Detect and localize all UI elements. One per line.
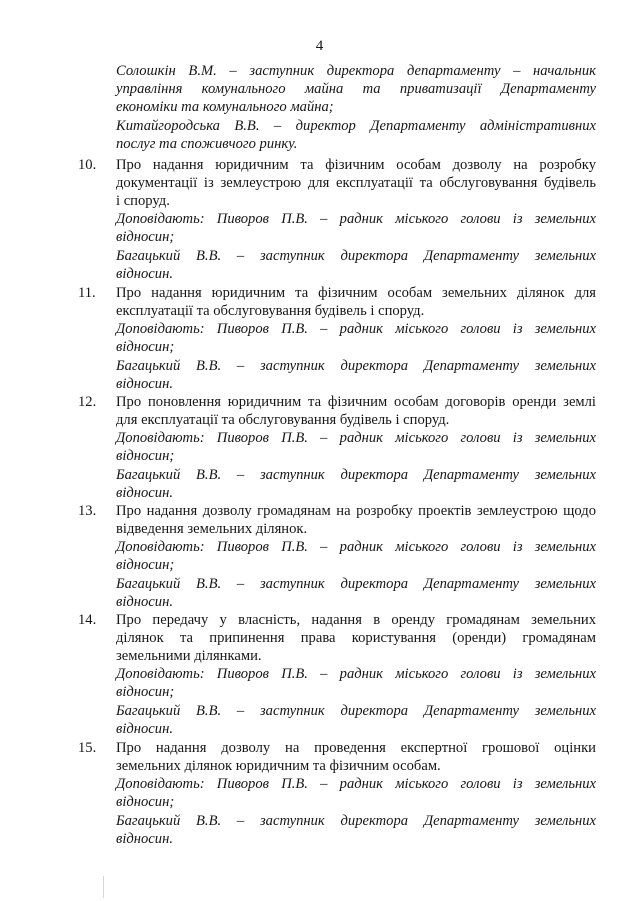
speaker-line: Доповідають: Пиворов П.В. – радник міського голови із земельних	[116, 666, 596, 682]
item-title-line: Про надання дозволу громадянам на розробку проектів землеустрою щодо	[116, 503, 596, 519]
item-title-line: і споруд.	[116, 193, 170, 209]
speaker-line: відносин.	[116, 485, 173, 501]
item-title-line: Про передачу у власність, надання в оренду громадянам земельних	[116, 612, 596, 628]
item-number: 12.	[78, 394, 97, 410]
item-number: 11.	[78, 285, 96, 301]
speaker-line: відносин;	[116, 229, 175, 245]
item-number: 15.	[78, 740, 97, 756]
speaker-line: Доповідають: Пиворов П.В. – радник міського голови із земельних	[116, 430, 596, 446]
speaker-line: відносин;	[116, 557, 175, 573]
scan-artifact	[103, 876, 104, 898]
speaker-line: відносин.	[116, 721, 173, 737]
speaker-line: Доповідають: Пиворов П.В. – радник міського голови із земельних	[116, 321, 596, 337]
item-title-line: Про надання дозволу на проведення експертної грошової оцінки	[116, 740, 596, 756]
speaker-line: Багацький В.В. – заступник директора Департаменту земельних	[116, 576, 596, 592]
speaker-line: відносин;	[116, 794, 175, 810]
speaker-line: Доповідають: Пиворов П.В. – радник міського голови із земельних	[116, 776, 596, 792]
speaker-line: відносин.	[116, 266, 173, 282]
intro-line: Китайгородська В.В. – директор Департаменту адміністративних	[116, 118, 596, 134]
speaker-line: Багацький В.В. – заступник директора Департаменту земельних	[116, 248, 596, 264]
item-title-line: експлуатації та обслуговування будівель і споруд.	[116, 303, 425, 319]
intro-line: Солошкін В.М. – заступник директора департаменту – начальник	[116, 63, 596, 79]
item-title-line: земельними ділянками.	[116, 648, 262, 664]
speaker-line: відносин.	[116, 376, 173, 392]
item-title-line: ділянок та припинення права користування (оренди) громадянам	[116, 630, 596, 646]
item-title-line: земельних ділянок юридичним та фізичним особам.	[116, 758, 441, 774]
speaker-line: відносин;	[116, 339, 175, 355]
intro-line: управління комунального майна та приватизації Департаменту	[116, 81, 596, 97]
speaker-line: Багацький В.В. – заступник директора Департаменту земельних	[116, 358, 596, 374]
intro-line: економіки та комунального майна;	[116, 99, 334, 115]
intro-line: послуг та споживчого ринку.	[116, 136, 298, 152]
speaker-line: Доповідають: Пиворов П.В. – радник міського голови із земельних	[116, 539, 596, 555]
speaker-line: відносин.	[116, 831, 173, 847]
speaker-line: Багацький В.В. – заступник директора Департаменту земельних	[116, 467, 596, 483]
speaker-line: Багацький В.В. – заступник директора Департаменту земельних	[116, 703, 596, 719]
speaker-line: Доповідають: Пиворов П.В. – радник міського голови із земельних	[116, 211, 596, 227]
item-title-line: документації із землеустрою для експлуатації та обслуговування будівель	[116, 175, 596, 191]
speaker-line: Багацький В.В. – заступник директора Департаменту земельних	[116, 813, 596, 829]
speaker-line: відносин;	[116, 684, 175, 700]
item-title-line: Про надання юридичним та фізичним особам земельних ділянок для	[116, 285, 596, 301]
speaker-line: відносин.	[116, 594, 173, 610]
item-title-line: Про надання юридичним та фізичним особам дозволу на розробку	[116, 157, 596, 173]
item-number: 13.	[78, 503, 97, 519]
item-number: 14.	[78, 612, 97, 628]
item-title-line: для експлуатації та обслуговування будівель і споруд.	[116, 412, 450, 428]
item-title-line: Про поновлення юридичним та фізичним особам договорів оренди землі	[116, 394, 596, 410]
item-title-line: відведення земельних ділянок.	[116, 521, 308, 537]
page-number: 4	[315, 38, 324, 54]
item-number: 10.	[78, 157, 97, 173]
speaker-line: відносин;	[116, 448, 175, 464]
